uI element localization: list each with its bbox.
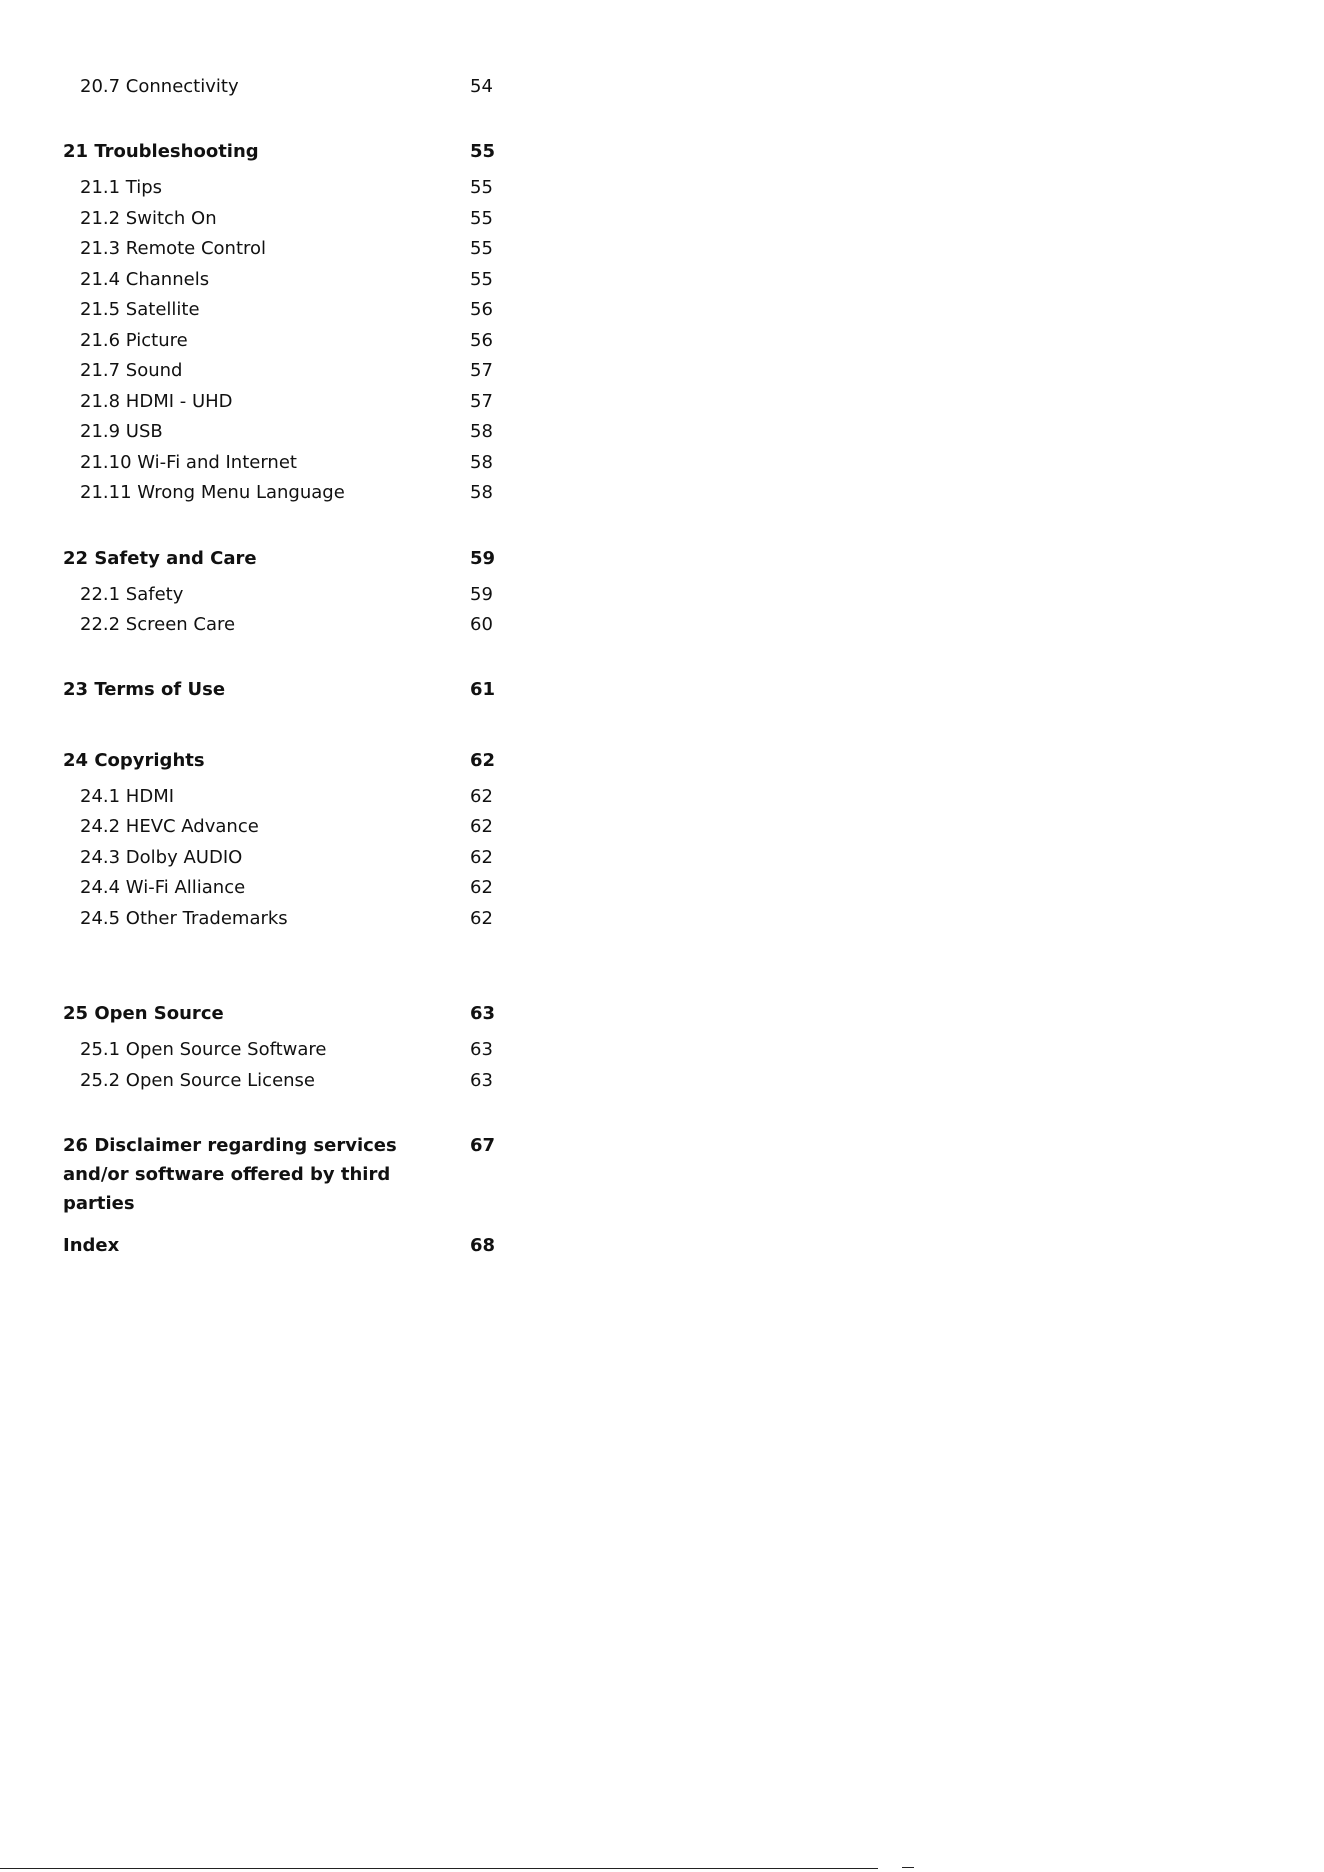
toc-entry-label: 24.1 HDMI <box>80 786 175 807</box>
toc-entry-page: 56 <box>470 299 493 320</box>
footer-rule <box>0 1868 878 1869</box>
toc-chapter-label: Index <box>63 1235 120 1256</box>
toc-entry-label: 20.7 Connectivity <box>80 76 239 97</box>
toc-entry-label: 21.10 Wi-Fi and Internet <box>80 452 297 473</box>
toc-chapter-page: 62 <box>470 750 496 771</box>
toc-entry-page: 63 <box>470 1070 493 1091</box>
toc-entry-page: 62 <box>470 908 493 929</box>
toc-chapter-page: 63 <box>470 1003 496 1024</box>
toc-entry-label: 25.1 Open Source Software <box>80 1039 327 1060</box>
toc-entry-label: 24.3 Dolby AUDIO <box>80 847 243 868</box>
toc-entry-page: 62 <box>470 786 493 807</box>
toc-chapter-label: 25 Open Source <box>63 1003 224 1024</box>
toc-entry-page: 62 <box>470 847 493 868</box>
toc-entry-page: 57 <box>470 360 493 381</box>
toc-chapter-label: 21 Troubleshooting <box>63 141 259 162</box>
toc-entry-label: 21.6 Picture <box>80 330 188 351</box>
footer-mark <box>902 1867 914 1868</box>
toc-entry-page: 54 <box>470 76 493 97</box>
toc-entry-label: 25.2 Open Source License <box>80 1070 316 1091</box>
toc-chapter-page: 59 <box>470 548 496 569</box>
toc-entry-page: 58 <box>470 421 493 442</box>
toc-entry-label: 24.4 Wi-Fi Alliance <box>80 877 246 898</box>
toc-entry-label: 21.2 Switch On <box>80 208 217 229</box>
toc-entry-label: 21.11 Wrong Menu Language <box>80 482 345 503</box>
toc-entry-label: 21.4 Channels <box>80 269 210 290</box>
toc-chapter-page: 55 <box>470 141 496 162</box>
toc-entry-label: 22.1 Safety <box>80 584 184 605</box>
toc-entry-page: 58 <box>470 452 493 473</box>
toc-chapter-label: 24 Copyrights <box>63 750 205 771</box>
toc-entry-page: 55 <box>470 238 493 259</box>
toc-chapter-page: 61 <box>470 679 496 700</box>
toc-entry-page: 56 <box>470 330 493 351</box>
toc-entry-page: 60 <box>470 614 493 635</box>
toc-entry-label: 22.2 Screen Care <box>80 614 236 635</box>
toc-entry-label: 21.5 Satellite <box>80 299 200 320</box>
toc-entry-label: 21.1 Tips <box>80 177 163 198</box>
toc-entry-label: 21.8 HDMI - UHD <box>80 391 233 412</box>
toc-entry-page: 57 <box>470 391 493 412</box>
toc-entry-page: 62 <box>470 816 493 837</box>
toc-entry-label: 24.2 HEVC Advance <box>80 816 259 837</box>
toc-chapter-page: 68 <box>470 1235 496 1256</box>
toc-chapter-page: 67 <box>470 1135 496 1156</box>
toc-entry-label: 21.9 USB <box>80 421 163 442</box>
toc-entry-page: 63 <box>470 1039 493 1060</box>
toc-entry-page: 58 <box>470 482 493 503</box>
toc-entry-label: 21.3 Remote Control <box>80 238 267 259</box>
toc-entry-page: 55 <box>470 269 493 290</box>
toc-chapter-label: 26 Disclaimer regarding services and/or software offered by third parties <box>63 1135 397 1214</box>
toc-entry-page: 55 <box>470 177 493 198</box>
toc-entry-label: 21.7 Sound <box>80 360 183 381</box>
toc-chapter-label: 22 Safety and Care <box>63 548 257 569</box>
toc-entry-page: 55 <box>470 208 493 229</box>
toc-entry-page: 62 <box>470 877 493 898</box>
toc-chapter-label: 23 Terms of Use <box>63 679 226 700</box>
toc-entry-label: 24.5 Other Trademarks <box>80 908 288 929</box>
toc-entry-page: 59 <box>470 584 493 605</box>
